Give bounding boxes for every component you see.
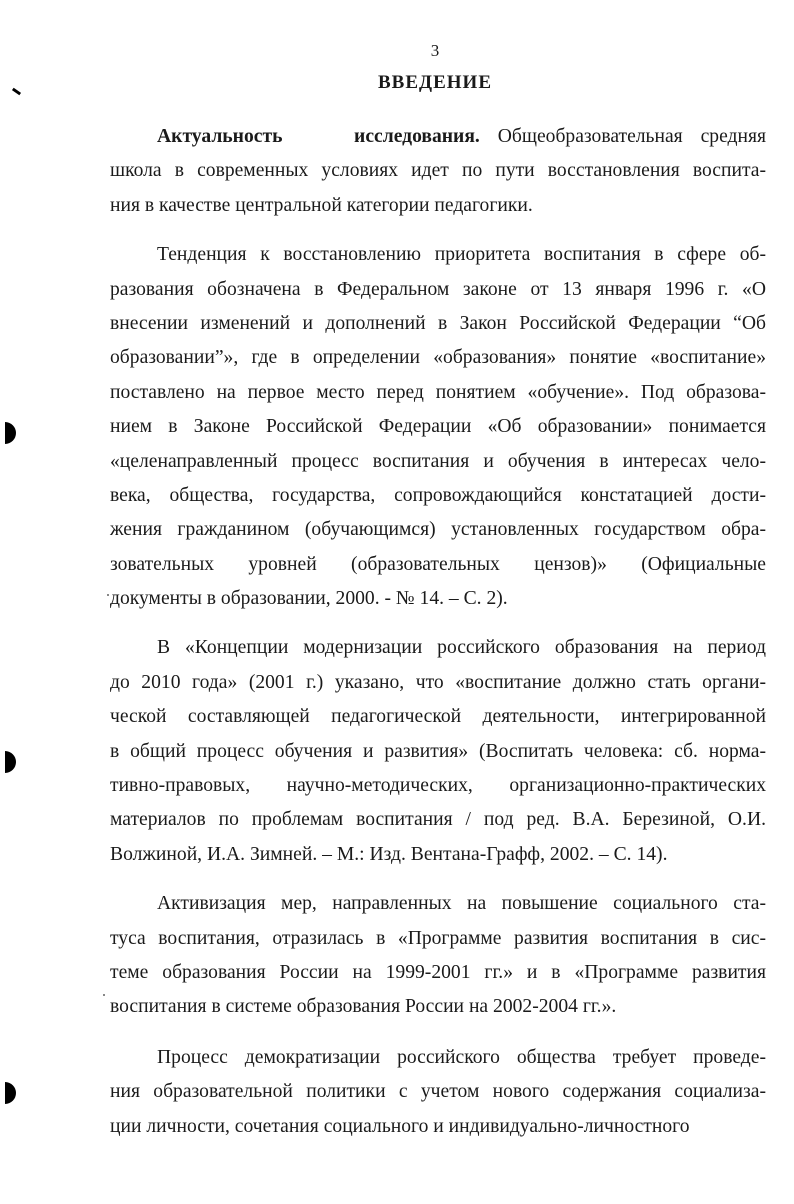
paragraph	[110, 238, 766, 616]
line-text: В «Концепции модернизации российского образования на период	[157, 637, 766, 659]
text-line	[110, 513, 766, 547]
line-text: образовании”», где в определении «образования» понятие «воспитание»	[110, 347, 766, 369]
text-line	[110, 887, 766, 921]
paragraph	[110, 887, 766, 1025]
line-text: школа в современных условиях идет по пути восстановления воспита-	[110, 160, 766, 182]
text-line	[110, 990, 766, 1024]
scan-mark-left-3	[5, 1082, 16, 1104]
text-line	[110, 922, 766, 956]
line-text: «целенаправленный процесс воспитания и обучения в интересах чело-	[110, 450, 766, 472]
line-text: ческой составляющей педагогической деятельности, интегрированной	[110, 706, 766, 728]
text-line	[110, 120, 766, 154]
line-text: Активизация мер, направленных на повышение социального ста-	[157, 893, 766, 915]
paragraph	[110, 1041, 766, 1144]
scan-speck	[107, 594, 109, 596]
text-line	[110, 838, 766, 872]
line-text: зовательных уровней (образовательных цензов)» (Официальные	[110, 553, 766, 575]
paragraph	[110, 120, 766, 223]
line-text: документы в образовании, 2000. - № 14. – С. 2).	[110, 588, 508, 610]
line-text: ния в качестве центральной категории педагогики.	[110, 194, 533, 216]
text-line	[110, 238, 766, 272]
line-text: ции личности, сочетания социального и индивидуально-личностного	[110, 1115, 690, 1137]
paragraph	[110, 631, 766, 872]
line-text: в общий процесс обучения и развития» (Воспитать человека: сб. норма-	[110, 740, 766, 762]
line-text: Общеобразовательная средняя	[479, 126, 766, 147]
line-text: материалов по проблемам воспитания / под ред. В.А. Березиной, О.И.	[110, 809, 766, 831]
text-line	[110, 189, 766, 223]
text-line	[110, 479, 766, 513]
text-line	[110, 410, 766, 444]
line-text: Процесс демократизации российского общества требует проведе-	[157, 1046, 766, 1068]
scan-mark-left-1	[5, 422, 16, 444]
text-line	[110, 1041, 766, 1075]
line-text: до 2010 года» (2001 г.) указано, что «воспитание должно стать органи-	[110, 671, 766, 693]
text-line	[110, 1075, 766, 1109]
line-text: туса воспитания, отразилась в «Программе развития воспитания в сис-	[110, 927, 766, 949]
text-line	[110, 307, 766, 341]
line-text: Тенденция к восстановлению приоритета воспитания в сфере об-	[157, 244, 766, 266]
line-text: внесении изменений и дополнений в Закон Российской Федерации “Об	[110, 312, 766, 334]
text-line	[110, 769, 766, 803]
text-line	[110, 631, 766, 665]
line-text: теме образования России на 1999-2001 гг.» и в «Программе развития	[110, 961, 766, 983]
text-line	[110, 700, 766, 734]
line-text: жения гражданином (обучающимся) установленных государством обра-	[110, 519, 766, 541]
bold-lead: Актуальность исследования.	[157, 126, 480, 147]
text-line	[110, 735, 766, 769]
line-text: ния образовательной политики с учетом нового содержания социализа-	[110, 1081, 766, 1103]
text-line	[110, 154, 766, 188]
scan-mark-left-2	[5, 751, 16, 773]
line-text: тивно-правовых, научно-методических, организационно-практических	[110, 775, 766, 797]
text-line	[110, 273, 766, 307]
line-text: века, общества, государства, сопровождающийся констатацией дости-	[110, 484, 766, 506]
text-line	[110, 548, 766, 582]
line-text: поставлено на первое место перед понятием «обучение». Под образова-	[110, 381, 766, 403]
line-text: разования обозначена в Федеральном законе от 13 января 1996 г. «О	[110, 278, 766, 300]
line-text: нием в Законе Российской Федерации «Об образовании» понимается	[110, 416, 766, 438]
text-line	[110, 803, 766, 837]
text-line	[110, 956, 766, 990]
text-line	[110, 666, 766, 700]
text-line	[110, 376, 766, 410]
line-text: воспитания в системе образования России на 2002-2004 гг.».	[110, 996, 617, 1018]
text-line	[110, 1110, 766, 1144]
text-line	[110, 445, 766, 479]
page-title: ВВЕДЕНИЕ	[378, 72, 492, 93]
scan-speck	[103, 994, 105, 996]
line-text: Волжиной, И.А. Зимней. – М.: Изд. Вентана-Графф, 2002. – С. 14).	[110, 843, 668, 865]
text-line	[110, 582, 766, 616]
text-line	[110, 341, 766, 375]
body-text	[110, 120, 766, 1144]
page-number: 3	[430, 41, 440, 60]
